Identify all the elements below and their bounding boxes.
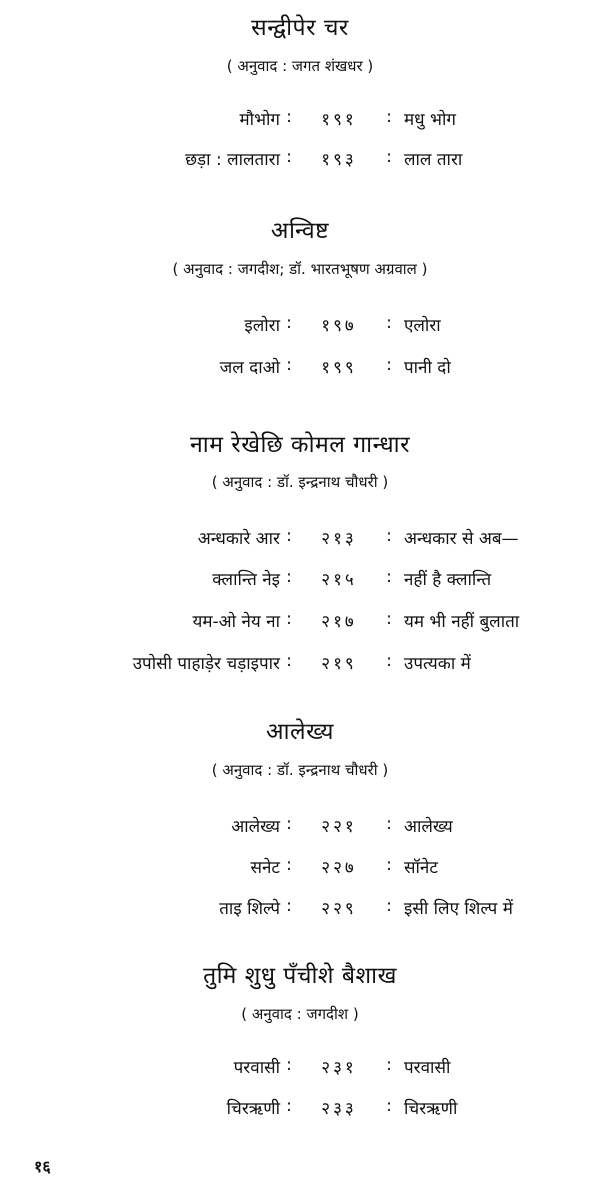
separator: : <box>386 814 392 834</box>
translated-title: आलेख्य <box>404 817 453 837</box>
separator: : <box>386 107 392 127</box>
separator: : <box>386 651 392 671</box>
page-ref: २२१ <box>321 817 357 837</box>
separator: : <box>286 896 292 916</box>
original-title: चिरऋणी <box>226 1099 280 1119</box>
original-title: अन्धकारे आर <box>197 529 280 549</box>
translator-credit: ( अनुवाद : जगदीश ) <box>241 1005 359 1023</box>
translator-credit: ( अनुवाद : जगदीश; डॉ. भारतभूषण अग्रवाल ) <box>172 260 428 278</box>
separator: : <box>386 896 392 916</box>
separator: : <box>286 313 292 333</box>
separator: : <box>286 107 292 127</box>
page-ref: २२९ <box>321 899 357 919</box>
separator: : <box>286 147 292 167</box>
translated-title: एलोरा <box>404 316 441 336</box>
original-title: छड़ा : लालतारा <box>185 150 280 170</box>
separator: : <box>386 1055 392 1075</box>
page-ref: २३१ <box>321 1058 357 1078</box>
translated-title: इसी लिए शिल्प में <box>404 899 513 919</box>
translator-credit: ( अनुवाद : डॉ. इन्द्रनाथ चौधरी ) <box>211 473 389 491</box>
original-title: मौभोग <box>239 110 280 130</box>
separator: : <box>286 651 292 671</box>
page-ref: १९९ <box>321 358 357 378</box>
page-ref: १९७ <box>321 316 357 336</box>
original-title: यम-ओ नेय ना <box>192 612 280 632</box>
original-title: सनेट <box>250 858 280 878</box>
separator: : <box>286 526 292 546</box>
translated-title: यम भी नहीं बुलाता <box>404 612 520 632</box>
original-title: जल दाओ <box>219 358 280 378</box>
translated-title: लाल तारा <box>404 150 463 170</box>
section-title: अन्विष्ट <box>270 218 330 244</box>
translated-title: उपत्यका में <box>404 654 471 674</box>
separator: : <box>286 855 292 875</box>
separator: : <box>286 567 292 587</box>
translated-title: नहीं है क्लान्ति <box>404 570 492 590</box>
translated-title: सॉनेट <box>404 858 438 878</box>
separator: : <box>286 814 292 834</box>
section-title: नाम रेखेछि कोमल गान्धार <box>190 432 410 458</box>
translated-title: चिरऋणी <box>404 1099 458 1119</box>
original-title: ताइ शिल्पे <box>219 899 280 919</box>
translated-title: परवासी <box>404 1058 451 1078</box>
original-title: इलोरा <box>244 316 280 336</box>
section-title: सन्द्वीपेर चर <box>251 15 349 41</box>
separator: : <box>386 147 392 167</box>
separator: : <box>386 313 392 333</box>
page-ref: २२७ <box>321 858 357 878</box>
separator: : <box>386 1096 392 1116</box>
page-ref: १९१ <box>321 110 357 130</box>
separator: : <box>286 1055 292 1075</box>
separator: : <box>286 355 292 375</box>
separator: : <box>386 355 392 375</box>
separator: : <box>286 609 292 629</box>
separator: : <box>386 855 392 875</box>
separator: : <box>386 526 392 546</box>
translated-title: मधु भोग <box>404 110 456 130</box>
separator: : <box>386 567 392 587</box>
page-ref: २१९ <box>321 654 357 674</box>
original-title: परवासी <box>233 1058 280 1078</box>
translator-credit: ( अनुवाद : जगत शंखधर ) <box>226 57 374 75</box>
original-title: उपोसी पाहाड़ेर चड़ाइपार <box>132 654 280 674</box>
translated-title: अन्धकार से अब— <box>404 529 519 549</box>
page-ref: २१३ <box>321 529 357 549</box>
separator: : <box>386 609 392 629</box>
original-title: क्लान्ति नेइ <box>212 570 280 590</box>
original-title: आलेख्य <box>231 817 280 837</box>
section-title: आलेख्य <box>266 719 334 745</box>
page-ref: १९३ <box>321 150 357 170</box>
page-ref: २१५ <box>321 570 357 590</box>
section-title: तुमि शुधु पँचीशे बैशाख <box>203 963 397 989</box>
page-number: १६ <box>34 1157 51 1176</box>
page-ref: २१७ <box>321 612 357 632</box>
translator-credit: ( अनुवाद : डॉ. इन्द्रनाथ चौधरी ) <box>211 761 389 779</box>
translated-title: पानी दो <box>404 358 451 378</box>
page-ref: २३३ <box>321 1099 357 1119</box>
separator: : <box>286 1096 292 1116</box>
